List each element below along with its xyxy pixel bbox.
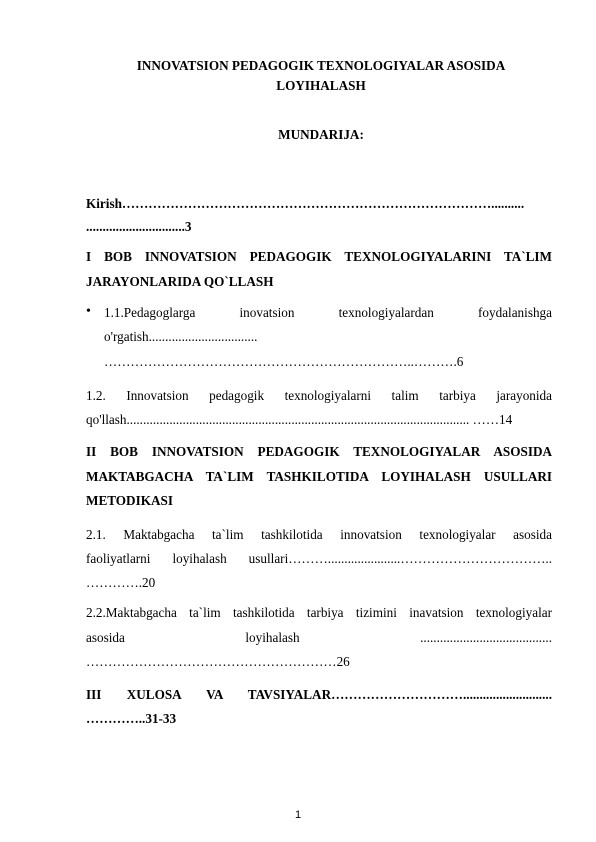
toc-section-2-2-line-2: asosida loyihalash ........................................ [86,630,552,645]
toc-chapter-3-line-1: III XULOSA VA TAVSIYALAR…………………………........................... [86,687,552,702]
toc-chapter-1-line-2: JARAYONLARIDA QO`LLASH [86,274,274,289]
toc-section-1-1-line-2: o'rgatish................................. [104,329,258,344]
title-line-1: INNOVATSION PEDAGOGIK TEXNOLOGIYALAR ASOSIDA [136,58,506,73]
toc-chapter-1-line-1: I BOB INNOVATSION PEDAGOGIK TEXNOLOGIYALARINI TA`LIM [86,249,552,264]
toc-section-2-1-line-2: faoliyatlarni loyihalash usullari………......................…………………………….. [86,551,552,566]
document-title [90,56,552,96]
bullet-icon: • [86,304,91,319]
toc-entry-kirish-line-1: Kirish………………………………………………………………………….......... [86,196,525,211]
toc-chapter-2-line-1: II BOB INNOVATSION PEDAGOGIK TEXNOLOGIYALAR ASOSIDA [86,444,552,459]
toc-chapter-2-line-2: MAKTABGACHA TA`LIM TASHKILOTIDA LOYIHALASH USULLARI [86,469,552,484]
toc-chapter-2-line-3: METODIKASI [86,493,173,508]
page-number: 1 [294,809,302,821]
title-line-2: LOYIHALASH [276,78,366,93]
toc-section-2-1-line-3: ………….20 [86,575,156,590]
toc-heading: MUNDARIJA: [278,127,364,142]
toc-section-1-1-line-1: 1.1.Pedagoglarga inovatsion texnologiyalardan foydalanishga [104,305,552,320]
toc-section-1-2-line-1: 1.2. Innovatsion pedagogik texnologiyalarni talim tarbiya jarayonida [86,388,552,403]
toc-section-2-2-line-1: 2.2.Maktabgacha ta`lim tashkilotida tarbiya tizimini inavatsion texnologiyalar [86,605,552,620]
toc-chapter-3-line-2: …………..31-33 [86,711,177,726]
toc-entry-kirish-line-2: ..............................3 [86,219,192,234]
toc-section-2-2-line-3: …………………………………………………26 [86,654,350,669]
toc-section-1-1-line-3: ……………………………………………………………..……….6 [104,354,464,369]
toc-section-1-2-line-2: qo'llash........................................................................................................ ……14 [86,412,513,427]
toc-section-2-1-line-1: 2.1. Maktabgacha ta`lim tashkilotida innovatsion texnologiyalar asosida [86,527,552,542]
